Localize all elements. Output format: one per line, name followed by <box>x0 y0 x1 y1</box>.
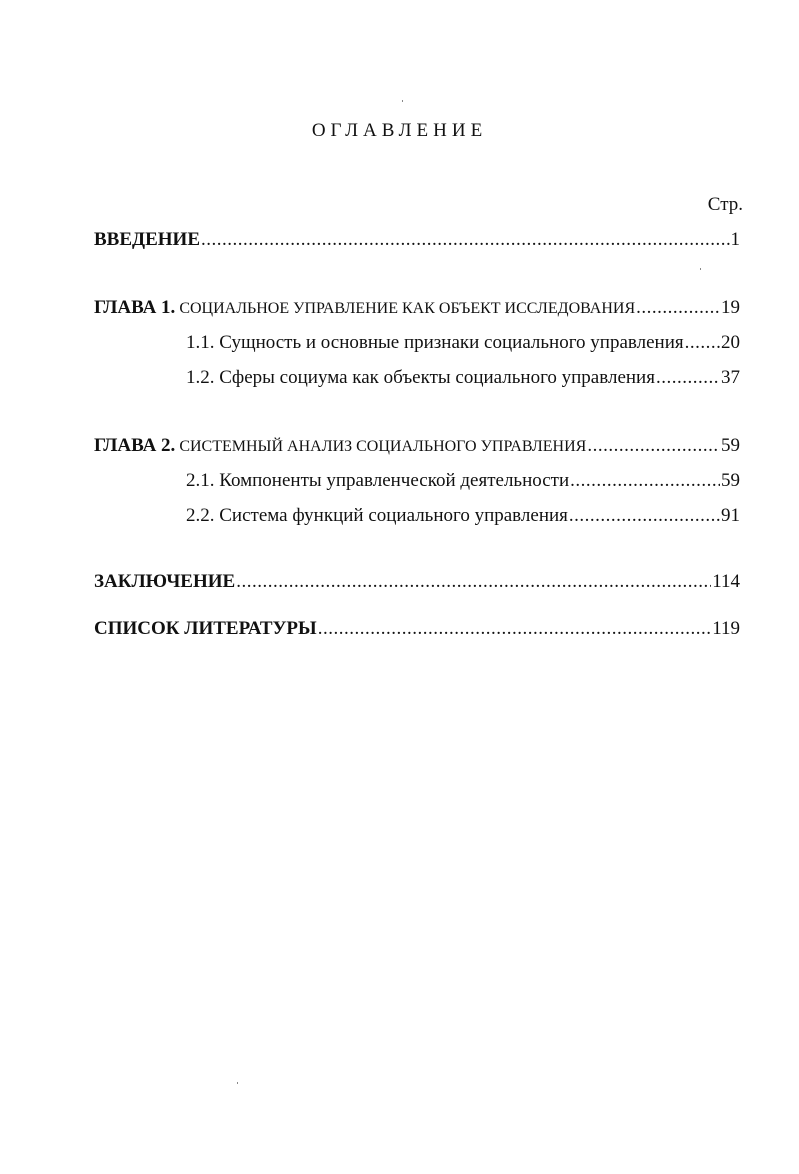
page-title: ОГЛАВЛЕНИЕ <box>311 120 488 141</box>
dot-leader <box>201 228 730 252</box>
dot-leader <box>570 469 720 493</box>
toc-entry-chapter-2[interactable] <box>94 434 740 458</box>
toc-entry-page: 19 <box>721 297 740 318</box>
dot-leader <box>318 617 712 641</box>
toc-entry-label: ВВЕДЕНИЕ <box>94 229 200 250</box>
scan-speck <box>700 268 701 270</box>
toc-entry-label: СИСТЕМНЫЙ АНАЛИЗ СОЦИАЛЬНОГО УПРАВЛЕНИЯ <box>179 438 587 455</box>
toc-entry-page: 20 <box>721 332 740 353</box>
toc-entry-page: 114 <box>712 571 740 592</box>
dot-leader <box>636 296 720 320</box>
toc-entry-label: СПИСОК ЛИТЕРАТУРЫ <box>94 618 317 639</box>
toc-entry-page: 1 <box>730 229 740 250</box>
toc-entry-page: 59 <box>721 470 740 491</box>
toc-entry-section-2-2[interactable] <box>186 504 740 528</box>
toc-entry-introduction[interactable] <box>94 228 740 252</box>
dot-leader <box>685 331 720 355</box>
toc-entry-section-1-1[interactable] <box>186 331 740 355</box>
toc-entry-label: 1.1. Сущность и основные признаки социального управления <box>186 332 684 353</box>
toc-entry-conclusion[interactable] <box>94 570 740 594</box>
toc-entry-label: 2.2. Система функций социального управления <box>186 505 568 526</box>
toc-entry-label: СОЦИАЛЬНОЕ УПРАВЛЕНИЕ КАК ОБЪЕКТ ИССЛЕДОВАНИЯ <box>179 300 636 317</box>
toc-entry-page: 91 <box>721 505 740 526</box>
dot-leader <box>587 434 720 458</box>
toc-entry-bibliography[interactable] <box>94 617 740 641</box>
page-column-label: Стр. <box>707 194 743 215</box>
chapter-number: ГЛАВА 2. <box>94 435 176 456</box>
toc-entry-label: ЗАКЛЮЧЕНИЕ <box>94 571 236 592</box>
toc-entry-section-1-2[interactable] <box>186 366 740 390</box>
toc-entry-label: 2.1. Компоненты управленческой деятельности <box>186 470 570 491</box>
toc-entry-label: 1.2. Сферы социума как объекты социального управления <box>186 367 655 388</box>
toc-entry-section-2-1[interactable] <box>186 469 740 493</box>
dot-leader <box>236 570 711 594</box>
dot-leader <box>569 504 720 528</box>
toc-entry-page: 119 <box>712 618 740 639</box>
scan-speck <box>402 100 403 102</box>
dot-leader <box>656 366 720 390</box>
toc-entry-page: 59 <box>721 435 740 456</box>
chapter-number: ГЛАВА 1. <box>94 297 176 318</box>
toc-entry-page: 37 <box>721 367 740 388</box>
scan-speck <box>237 1082 238 1084</box>
toc-entry-chapter-1[interactable] <box>94 296 740 320</box>
